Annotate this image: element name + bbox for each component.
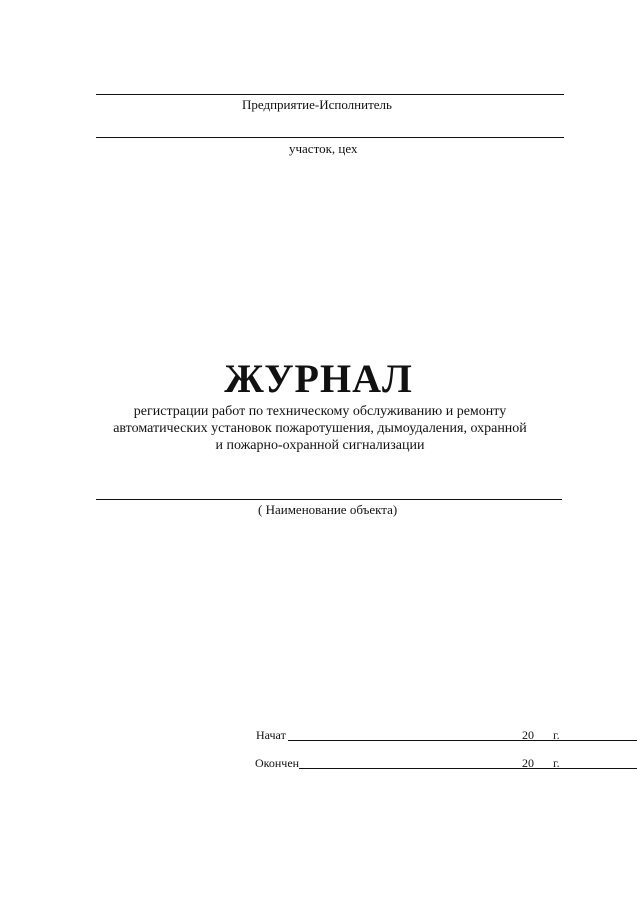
end-year-suffix: г. bbox=[553, 756, 560, 770]
end-year-prefix: 20 bbox=[522, 756, 534, 770]
end-date-row bbox=[255, 756, 565, 772]
start-label: Начат bbox=[256, 728, 286, 742]
object-name-caption: ( Наименование объекта) bbox=[258, 502, 398, 517]
section-line bbox=[96, 137, 564, 138]
journal-subtitle: регистрации работ по техническому обслуживанию и ремонту автоматических установок пожаротушения, дымоудаления, охранной и пожарно-охранной сигнализации bbox=[113, 404, 527, 453]
start-year-suffix: г. bbox=[553, 728, 560, 742]
start-year-prefix: 20 bbox=[522, 728, 534, 742]
enterprise-line bbox=[96, 94, 564, 95]
object-name-line bbox=[96, 499, 562, 500]
journal-title: ЖУРНАЛ bbox=[224, 356, 413, 401]
section-caption: участок, цех bbox=[289, 141, 358, 156]
start-date-line bbox=[288, 740, 637, 741]
start-date-row bbox=[256, 728, 566, 744]
end-label: Окончен bbox=[255, 756, 300, 770]
enterprise-caption: Предприятие-Исполнитель bbox=[242, 97, 392, 112]
end-date-line bbox=[299, 768, 637, 769]
